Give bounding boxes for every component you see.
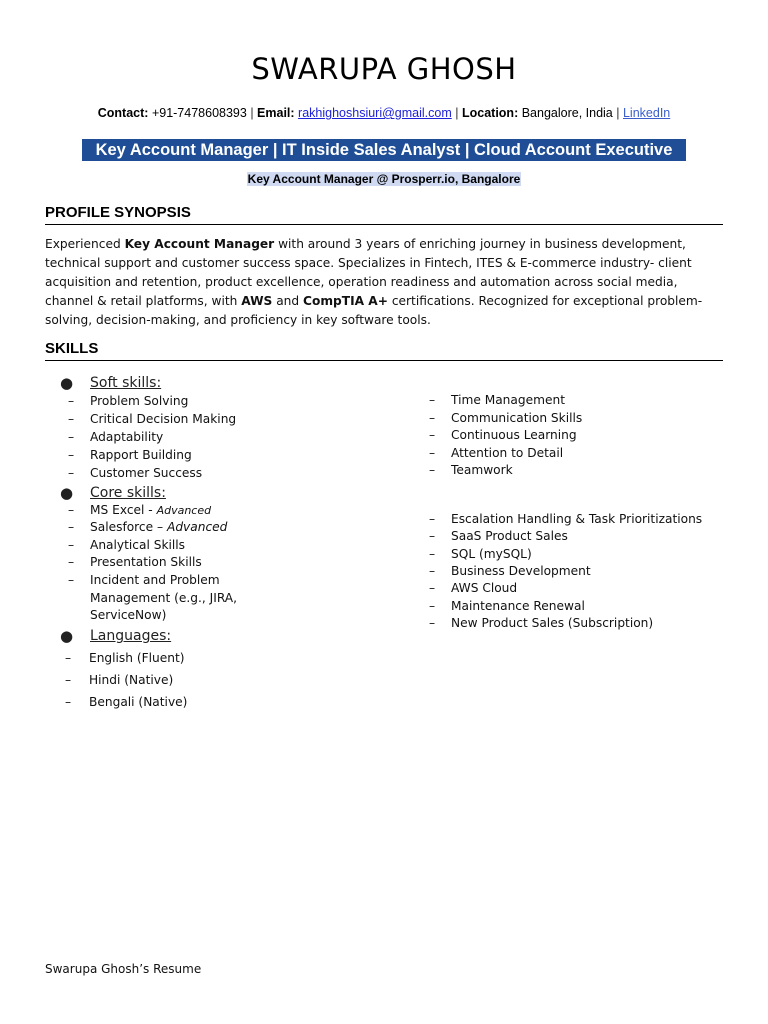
location-label: Location: xyxy=(461,106,519,120)
dash-icon: – xyxy=(68,466,75,480)
skill-level: Advanced xyxy=(166,520,228,534)
contact-line xyxy=(0,106,768,120)
email-label: Email: xyxy=(257,106,295,120)
page-footer: Swarupa Ghosh’s Resume xyxy=(45,962,202,976)
skill-name: SQL (mySQL) xyxy=(451,547,532,561)
core-skills-heading xyxy=(60,484,166,502)
list-item xyxy=(429,462,513,480)
list-item xyxy=(65,694,188,712)
list-item xyxy=(68,465,203,483)
list-item xyxy=(429,615,654,633)
skill-name: Attention to Detail xyxy=(451,446,564,460)
synopsis-text: with around 3 years of enriching journey in business development, technical support and customer success space. Specializes in Fintech, ITES & E-commerce industry- client acquisition and retention, product excellence, operation readiness and automation across social media, channel & retail platforms, with xyxy=(45,237,692,308)
dash-icon: – xyxy=(429,446,436,460)
dash-icon: – xyxy=(429,581,436,595)
list-item xyxy=(68,554,202,572)
dash-icon: – xyxy=(429,599,436,613)
list-item xyxy=(68,572,240,625)
list-item xyxy=(68,537,186,555)
profile-synopsis-heading: PROFILE SYNOPSIS xyxy=(45,204,723,225)
skill-name: Salesforce – xyxy=(90,520,167,534)
dash-icon: – xyxy=(429,564,436,578)
dash-icon: – xyxy=(68,503,75,517)
list-item xyxy=(429,563,591,581)
skill-name: Continuous Learning xyxy=(451,428,577,442)
dash-icon: – xyxy=(429,616,436,630)
list-item xyxy=(429,528,568,546)
dash-icon: – xyxy=(429,529,436,543)
language-name: Hindi (Native) xyxy=(89,673,174,687)
list-item xyxy=(429,546,532,564)
dash-icon: – xyxy=(429,512,436,526)
list-item xyxy=(429,511,703,529)
skill-name: Time Management xyxy=(451,393,565,407)
bullet-icon: ● xyxy=(60,627,74,645)
synopsis-text: Experienced xyxy=(45,237,125,251)
synopsis-emphasis: Key Account Manager xyxy=(124,237,275,251)
list-item xyxy=(68,429,164,447)
profile-synopsis-text xyxy=(45,235,725,330)
dash-icon: – xyxy=(65,695,72,709)
list-item xyxy=(429,598,585,616)
list-item xyxy=(65,672,174,690)
headline-banner: Key Account Manager | IT Inside Sales Analyst | Cloud Account Executive xyxy=(82,139,686,161)
skill-name: Critical Decision Making xyxy=(90,412,237,426)
dash-icon: – xyxy=(65,673,72,687)
dash-icon: – xyxy=(68,448,75,462)
list-item xyxy=(429,580,518,598)
list-item xyxy=(68,519,228,537)
linkedin-link[interactable]: LinkedIn xyxy=(622,106,671,120)
soft-skills-label: Soft skills: xyxy=(90,375,162,391)
skill-level: Advanced xyxy=(156,504,212,517)
list-item xyxy=(68,447,192,465)
dash-icon: – xyxy=(429,463,436,477)
language-name: English (Fluent) xyxy=(89,651,185,665)
email-link[interactable]: rakhighoshsiuri@gmail.com xyxy=(298,106,452,120)
list-item xyxy=(68,393,189,411)
list-item xyxy=(68,502,212,520)
list-item xyxy=(429,392,565,410)
dash-icon: – xyxy=(68,520,75,534)
core-skills-label: Core skills: xyxy=(90,485,166,501)
separator: | xyxy=(616,106,620,120)
current-role xyxy=(0,172,768,186)
candidate-name: SWARUPA GHOSH xyxy=(251,52,517,86)
skill-name: SaaS Product Sales xyxy=(451,529,568,543)
contact-label: Contact: xyxy=(97,106,149,120)
skill-name: Customer Success xyxy=(90,466,203,480)
location-value: Bangalore, India xyxy=(521,106,613,120)
dash-icon: – xyxy=(429,411,436,425)
languages-heading xyxy=(60,627,172,645)
skill-name: Business Development xyxy=(451,564,591,578)
dash-icon: – xyxy=(65,651,72,665)
synopsis-emphasis: AWS xyxy=(241,294,273,308)
skill-name: Incident and Problem Management (e.g., JIRA, ServiceNow) xyxy=(90,573,238,622)
skill-name: Presentation Skills xyxy=(90,555,202,569)
dash-icon: – xyxy=(429,393,436,407)
dash-icon: – xyxy=(68,430,75,444)
skill-name: New Product Sales (Subscription) xyxy=(451,616,654,630)
language-name: Bengali (Native) xyxy=(89,695,188,709)
skill-name: Teamwork xyxy=(451,463,513,477)
synopsis-text: certifications. Recognized for exceptional problem-solving, decision-making, and proficiency in key software tools. xyxy=(45,294,703,327)
skill-name: Communication Skills xyxy=(451,411,583,425)
phone-number: +91-7478608393 xyxy=(151,106,247,120)
separator: | xyxy=(250,106,254,120)
dash-icon: – xyxy=(68,538,75,552)
list-item xyxy=(65,650,185,668)
synopsis-emphasis: CompTIA A+ xyxy=(303,294,388,308)
bullet-icon: ● xyxy=(60,484,74,502)
current-role-text: Key Account Manager @ Prosperr.io, Bangalore xyxy=(247,172,521,186)
skill-name: MS Excel - xyxy=(90,503,157,517)
skill-name: Escalation Handling & Task Prioritizations xyxy=(451,512,703,526)
dash-icon: – xyxy=(68,555,75,569)
skill-name: Analytical Skills xyxy=(90,538,186,552)
bullet-icon: ● xyxy=(60,374,74,392)
skill-name: Rapport Building xyxy=(90,448,192,462)
list-item xyxy=(68,411,237,429)
skill-name: Maintenance Renewal xyxy=(451,599,585,613)
skill-name: AWS Cloud xyxy=(451,581,518,595)
dash-icon: – xyxy=(68,412,75,426)
languages-label: Languages: xyxy=(90,628,172,644)
skill-name: Problem Solving xyxy=(90,394,189,408)
separator: | xyxy=(455,106,459,120)
synopsis-text: and xyxy=(272,294,304,308)
list-item xyxy=(429,427,577,445)
dash-icon: – xyxy=(429,547,436,561)
dash-icon: – xyxy=(429,428,436,442)
skill-name: Adaptability xyxy=(90,430,164,444)
dash-icon: – xyxy=(68,394,75,408)
soft-skills-heading xyxy=(60,374,162,392)
list-item xyxy=(429,445,564,463)
dash-icon: – xyxy=(68,573,75,587)
skills-heading: SKILLS xyxy=(45,340,723,361)
list-item xyxy=(429,410,583,428)
